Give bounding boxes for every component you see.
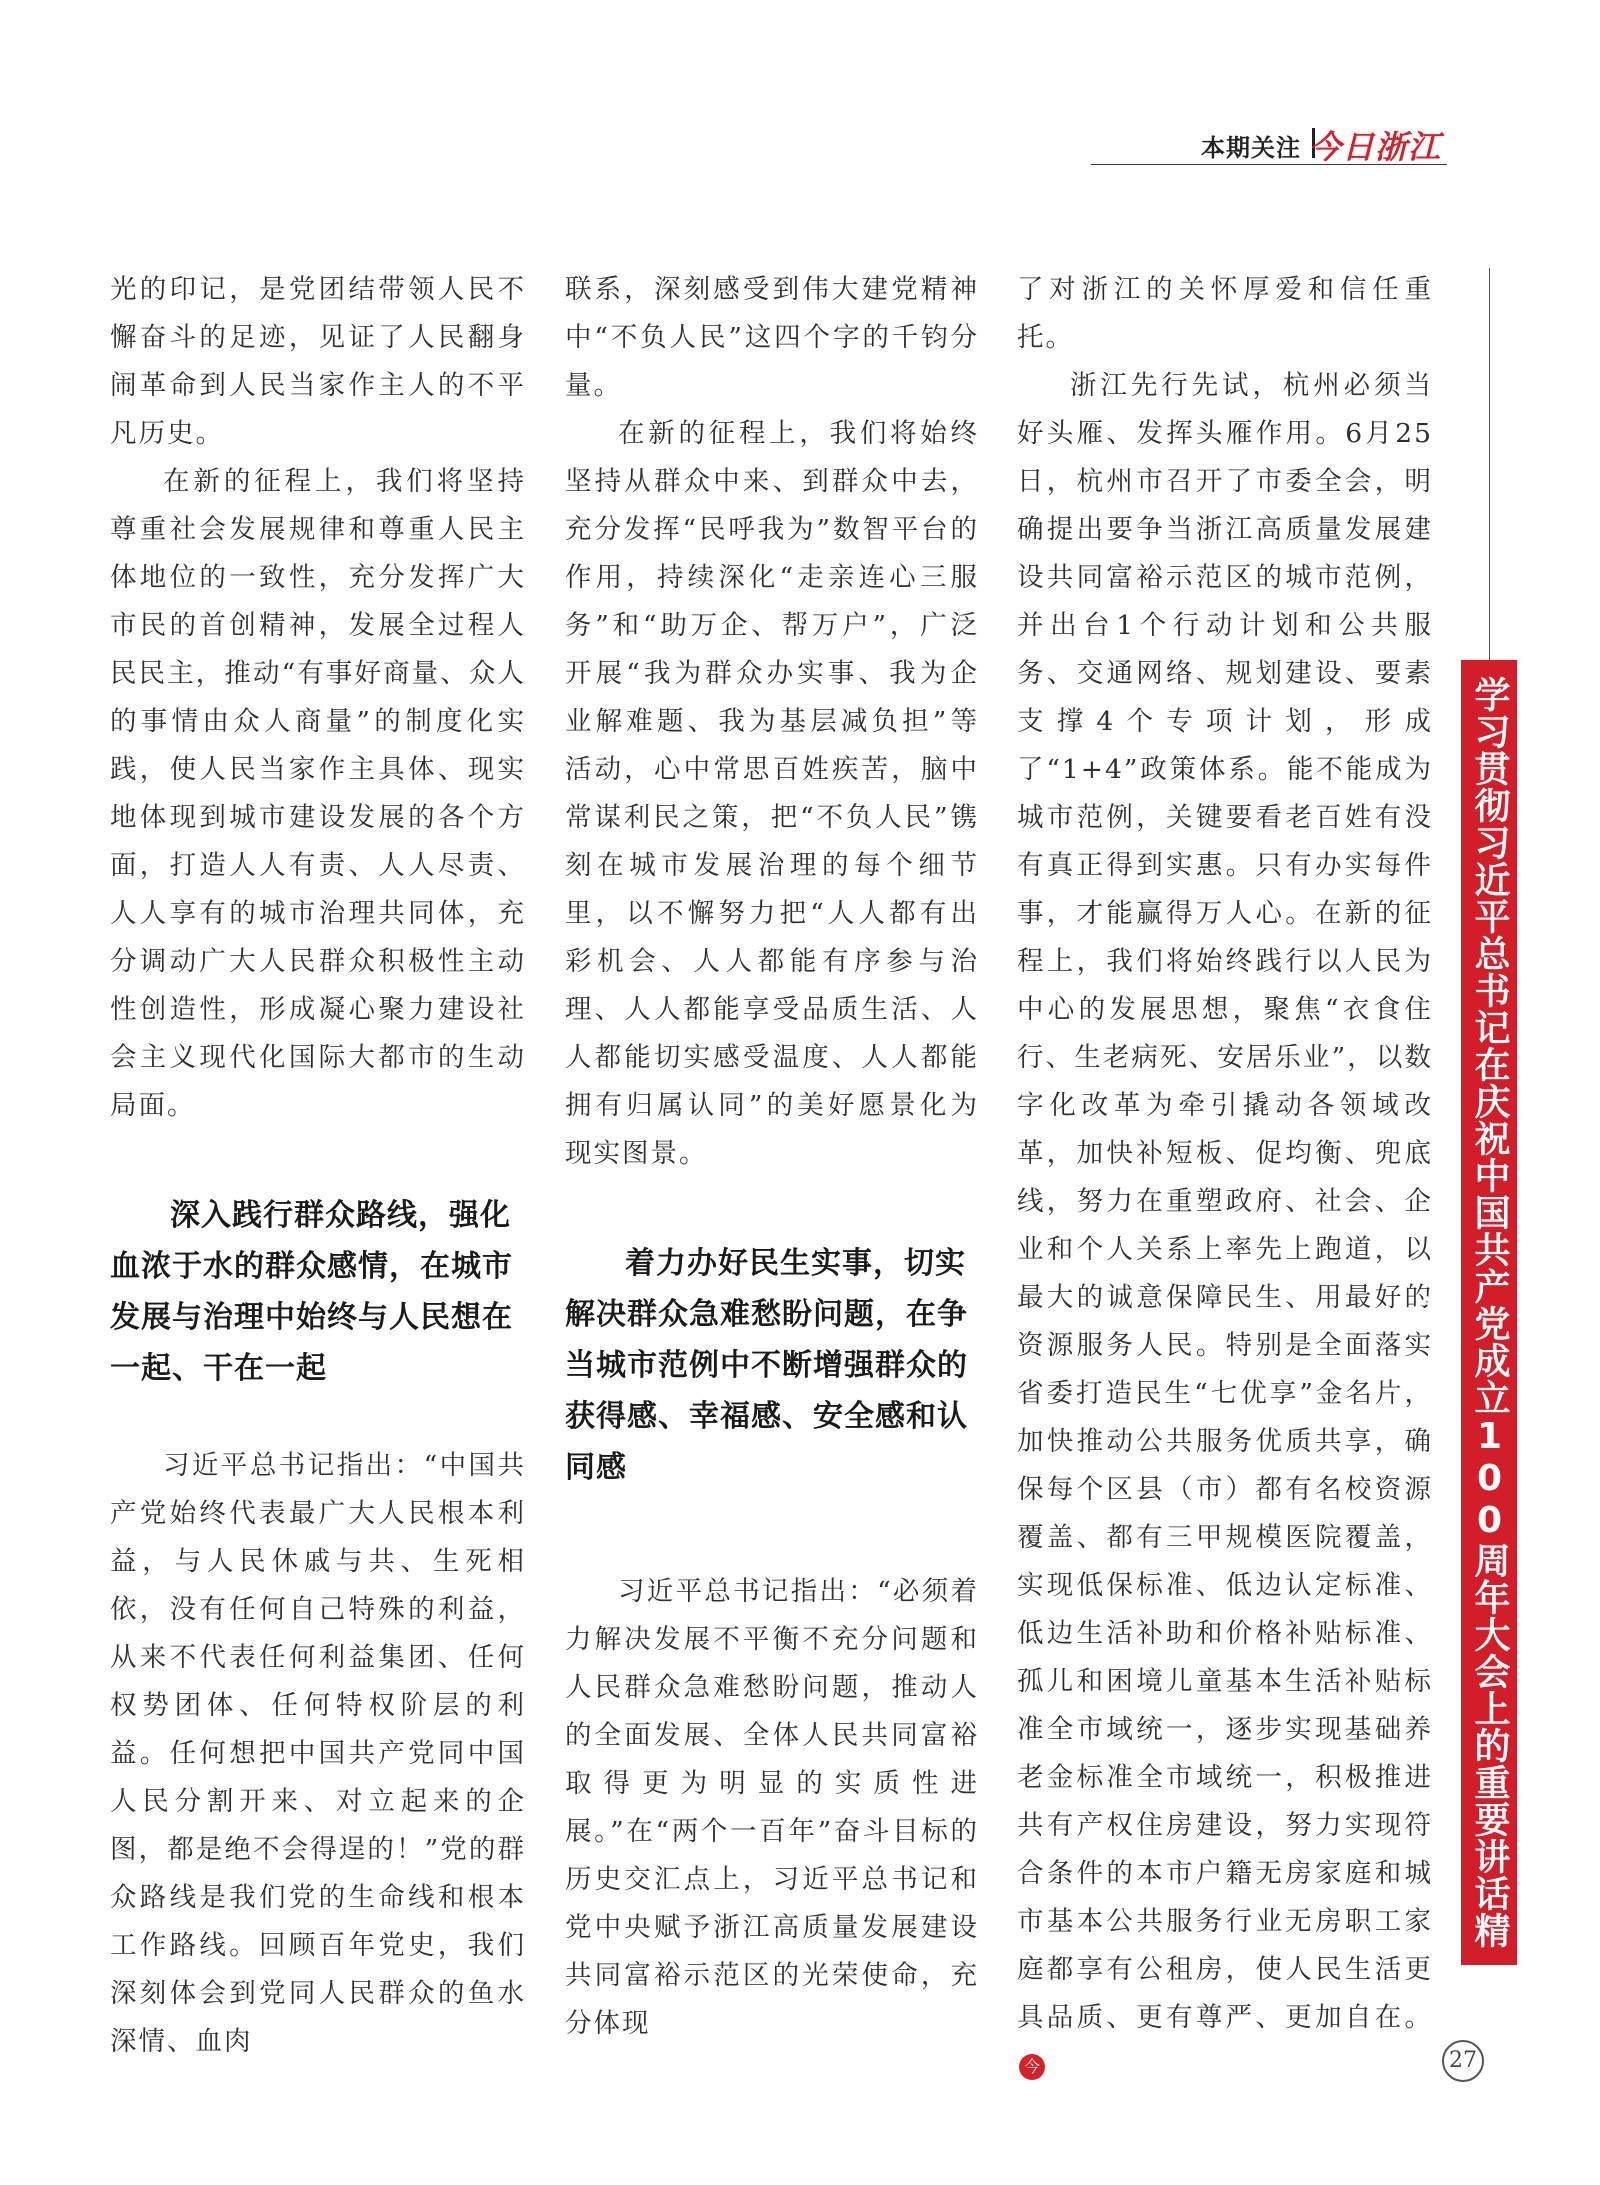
- paragraph: 联系，深刻感受到伟大建党精神中“不负人民”这四个字的千钧分量。: [565, 274, 979, 401]
- paragraph: 光的印记，是党团结带领人民不懈奋斗的足迹，见证了人民翻身闹革命到人民当家作主人的不平凡历史。: [110, 274, 526, 449]
- section-label: 本期关注: [1201, 134, 1301, 162]
- paragraph: 了对浙江的关怀厚爱和信任重托。: [1017, 274, 1433, 353]
- paragraph: 浙江先行先试，杭州必须当好头雁、发挥头雁作用。6月25日，杭州市召开了市委全会，明确提出要争当浙江高质量发展建设共同富裕示范区的城市范例，并出台1个行动计划和公共服务、交通网络、规划建设、要素支撑4个专项计划，形成了“1+4”政策体系。能不能成为城市范例，关键要看老百姓有没有真正得到实惠。只有办实每件事，才能赢得万人心。在新的征程上，我们将始终践行以人民为中心的发展思想，聚焦“衣食住行、生老病死、安居乐业”，以数字化改革为牵引撬动各领域改革，加快补短板、促均衡、兜底线，努力在重塑政府、社会、企业和个人关系上率先上跑道，以最大的诚意保障民生、用最好的资源服务人民。特别是全面落实省委打造民生“七优享”金名片，加快推动公共服务优质共享，确保每个区县（市）都有名校资源覆盖、都有三甲规模医院覆盖，实现低保标准、低边认定标准、低边生活补助和价格补贴标准、孤儿和困境儿童基本生活补贴标准全市域统一，逐步实现基础养老金标准全市域统一，积极推进共有产权住房建设，努力实现符合条件的本市户籍无房家庭和城市基本公共服务行业无房职工家庭都享有公租房，使人民生活更具品质、更有尊严、更加自在。今: [1017, 362, 1433, 2090]
- text-column-1: [110, 266, 526, 2066]
- paragraph: 习近平总书记指出：“必须着力解决发展不平衡不充分问题和人民群众急难愁盼问题，推动人的全面发展、全体人民共同富裕取得更为明显的实质性进展。”在“两个一百年”奋斗目标的历史交汇点上，习近平总书记和党中央赋予浙江高质量发展建设共同富裕示范区的光荣使命，充分体现: [565, 1576, 979, 2039]
- section-heading: 着力办好民生实事，切实 解决群众急难愁盼问题，在争当城市范例中不断增强群众的获得感、幸福感、安全感和认同感: [565, 1246, 968, 1485]
- banner-rule: [1489, 268, 1490, 660]
- text-column-3: [1017, 266, 1433, 2090]
- magazine-logo: 今日浙江: [1308, 128, 1441, 166]
- paragraph: 在新的征程上，我们将坚持尊重社会发展规律和尊重人民主体地位的一致性，充分发挥广大市民的首创精神，发展全过程人民民主，推动“有事好商量、众人的事情由众人商量”的制度化实践，使人民当家作主具体、现实地体现到城市建设发展的各个方面，打造人人有责、人人尽责、人人享有的城市治理共同体，充分调动广大人民群众积极性主动性创造性，形成凝心聚力建设社会主义现代化国际大都市的生动局面。: [110, 466, 526, 1121]
- end-mark-icon: 今: [1019, 2054, 1045, 2080]
- vertical-banner: 学习贯彻习近平总书记在庆祝中国共产党成立100周年大会上的重要讲话精神: [1461, 660, 1517, 1965]
- page-header: [1091, 124, 1447, 165]
- section-heading: 深入践行群众路线，强化 血浓于水的群众感情，在城市发展与治理中始终与人民想在一起、干在一起: [110, 1198, 513, 1386]
- paragraph: 在新的征程上，我们将始终坚持从群众中来、到群众中去，充分发挥“民呼我为”数智平台的作用，持续深化“走亲连心三服务”和“助万企、帮万户”，广泛开展“我为群众办实事、我为企业解难题、我为基层减负担”等活动，心中常思百姓疾苦，脑中常谋利民之策，把“不负人民”镌刻在城市发展治理的每个细节里，以不懈努力把“人人都有出彩机会、人人都能有序参与治理、人人都能享受品质生活、人人都能切实感受温度、人人都能拥有归属认同”的美好愿景化为现实图景。: [565, 418, 979, 1169]
- page-number: 27: [1442, 2040, 1484, 2082]
- paragraph: 习近平总书记指出：“中国共产党始终代表最广大人民根本利益，与人民休戚与共、生死相依，没有任何自己特殊的利益，从来不代表任何利益集团、任何权势团体、任何特权阶层的利益。任何想把中国共产党同中国人民分割开来、对立起来的企图，都是绝不会得逞的！”党的群众路线是我们党的生命线和根本工作路线。回顾百年党史，我们深刻体会到党同人民群众的鱼水深情、血肉: [110, 1450, 526, 2057]
- text-column-2: [565, 266, 979, 2048]
